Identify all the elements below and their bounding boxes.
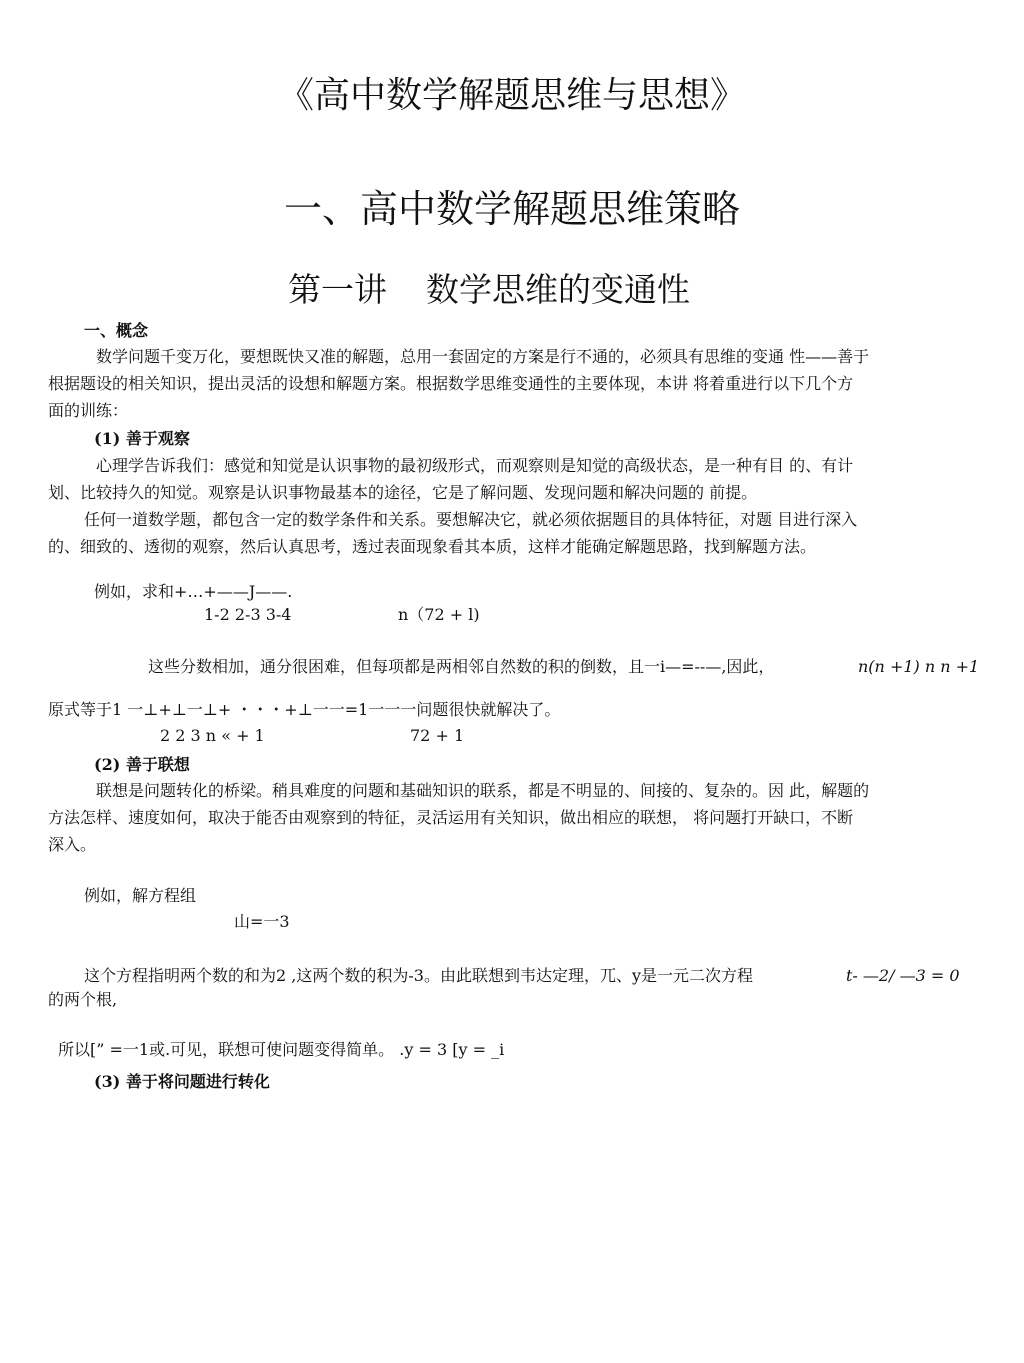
associate-heading: (2) 善于联想 — [94, 755, 190, 774]
observe-line-1: 心理学告诉我们：感觉和知觉是认识事物的最初级形式，而观察则是知觉的高级状态，是一种有目 的、有计 — [96, 456, 854, 475]
example2-line-5: 所以[” =一1或.可见，联想可使问题变得简单。 .y = 3 [y = _i — [58, 1040, 505, 1059]
concept-heading: 一、概念 — [84, 321, 149, 340]
observe-line-4: 的、细致的、透彻的观察，然后认真思考，透过表面现象看其本质，这样才能确定解题思路，找到解题方法。 — [48, 537, 817, 556]
associate-line-2: 方法怎样、速度如何，取决于能否由观察到的特征，灵活运用有关知识，做出相应的联想， 将问题打开缺口，不断 — [48, 808, 854, 827]
transform-heading: (3) 善于将问题进行转化 — [94, 1072, 270, 1091]
example1-line-5-left: 2 2 3 n « + 1 — [160, 726, 265, 745]
observe-line-2: 划、比较持久的知觉。观察是认识事物最基本的途径，它是了解问题、发现问题和解决问题的 前提。 — [48, 483, 758, 502]
associate-line-3: 深入。 — [48, 835, 97, 854]
example2-line-3: 这个方程指明两个数的和为2 ,这两个数的积为-3。由此联想到韦达定理，兀、y是一元二次方程 — [84, 966, 753, 985]
example2-line-3-formula: t- —2/ —3 = 0 — [846, 966, 960, 985]
example1-line-4: 原式等于1 一⊥+⊥一⊥+ ・・・+⊥一一=1一一一问题很快就解决了。 — [48, 700, 561, 719]
concept-line-2: 根据题设的相关知识，提出灵活的设想和解题方案。根据数学思维变通性的主要体现，本讲 将着重进行以下几个方 — [48, 374, 854, 393]
chapter-title: 一、高中数学解题思维策略 — [283, 187, 740, 231]
book-title: 《高中数学解题思维与思想》 — [277, 75, 746, 116]
example2-line-4: 的两个根, — [48, 990, 118, 1009]
example2-line-1: 例如，解方程组 — [84, 886, 197, 905]
lecture-title: 数学思维的变通性 — [426, 270, 690, 309]
concept-line-3: 面的训练： — [48, 401, 129, 420]
example1-line-3: 这些分数相加，通分很困难，但每项都是两相邻自然数的积的倒数，且一i—=--—,因此， — [148, 657, 775, 676]
lecture-number: 第一讲 — [288, 270, 387, 309]
example1-line-5-right: 72 + 1 — [410, 726, 465, 745]
example1-line-3-formula: n(n +1) n n +1 — [858, 657, 980, 676]
observe-line-3: 任何一道数学题，都包含一定的数学条件和关系。要想解决它，就必须依据题目的具体特征，对题 目进行深入 — [84, 510, 858, 529]
associate-line-1: 联想是问题转化的桥梁。稍具难度的问题和基础知识的联系，都是不明显的、间接的、复杂的。因 此，解题的 — [96, 781, 870, 800]
example2-equation: 山=一3 — [234, 912, 290, 931]
example1-denominator-n: n（72 + l) — [398, 605, 480, 624]
concept-line-1: 数学问题千变万化，要想既快又准的解题，总用一套固定的方案是行不通的，必须具有思维的变通 性——善于 — [96, 347, 870, 366]
example1-denominators: 1-2 2-3 3-4 — [204, 605, 292, 624]
observe-heading: (1) 善于观察 — [94, 429, 190, 448]
example1-line-1: 例如，求和+…+——J——. — [94, 582, 293, 601]
